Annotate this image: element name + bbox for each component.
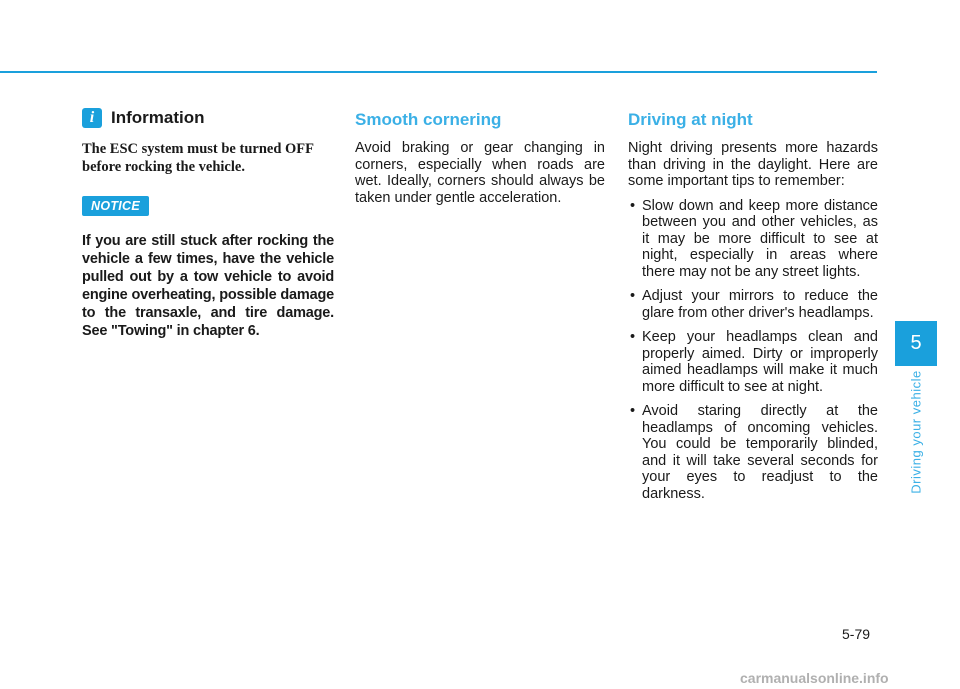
info-icon: i bbox=[82, 108, 102, 128]
notice-body: If you are still stuck after rocking the vehicle a few times, have the vehicle pulled out by a tow vehicle to avoid engine overheating, possible damage to the transaxle, and tire damage. See "Towing" in chapter 6. bbox=[82, 233, 334, 339]
left-column bbox=[82, 108, 334, 340]
chapter-tab: 5 bbox=[895, 321, 937, 366]
driving-at-night-title: Driving at night bbox=[628, 110, 753, 129]
list-item: • Avoid staring directly at the headlamps of oncoming vehicles. You could be temporarily blinded, and it will take several seconds for your eyes to readjust to the darkness. bbox=[630, 403, 878, 502]
information-title: Information bbox=[111, 108, 205, 127]
information-header bbox=[82, 108, 334, 128]
smooth-cornering-body: Avoid braking or gear changing in corners, especially when roads are wet. Ideally, corners should always be taken under gentle acceleration. bbox=[355, 140, 605, 206]
right-column bbox=[628, 108, 878, 510]
list-item: • Slow down and keep more distance between you and other vehicles, as it may be more difficult to see at night, especially in areas where there may not be any street lights. bbox=[630, 197, 878, 280]
driving-at-night-intro: Night driving presents more hazards than driving in the daylight. Here are some important tips to remember: bbox=[628, 140, 878, 189]
list-item: • Adjust your mirrors to reduce the glare from other driver's headlamps. bbox=[630, 288, 878, 321]
chapter-side-label: Driving your vehicle bbox=[908, 370, 924, 494]
night-tips-list bbox=[628, 198, 878, 503]
information-body: The ESC system must be turned OFF before rocking the vehicle. bbox=[82, 141, 314, 175]
notice-badge: NOTICE bbox=[82, 196, 149, 216]
top-divider bbox=[0, 71, 877, 73]
watermark: carmanualsonline.info bbox=[740, 670, 889, 686]
middle-column bbox=[355, 108, 605, 206]
page-number: 5-79 bbox=[842, 626, 871, 642]
list-item: • Keep your headlamps clean and properly aimed. Dirty or improperly aimed headlamps will make it much more difficult to see at night. bbox=[630, 329, 878, 395]
smooth-cornering-title: Smooth cornering bbox=[355, 110, 502, 129]
